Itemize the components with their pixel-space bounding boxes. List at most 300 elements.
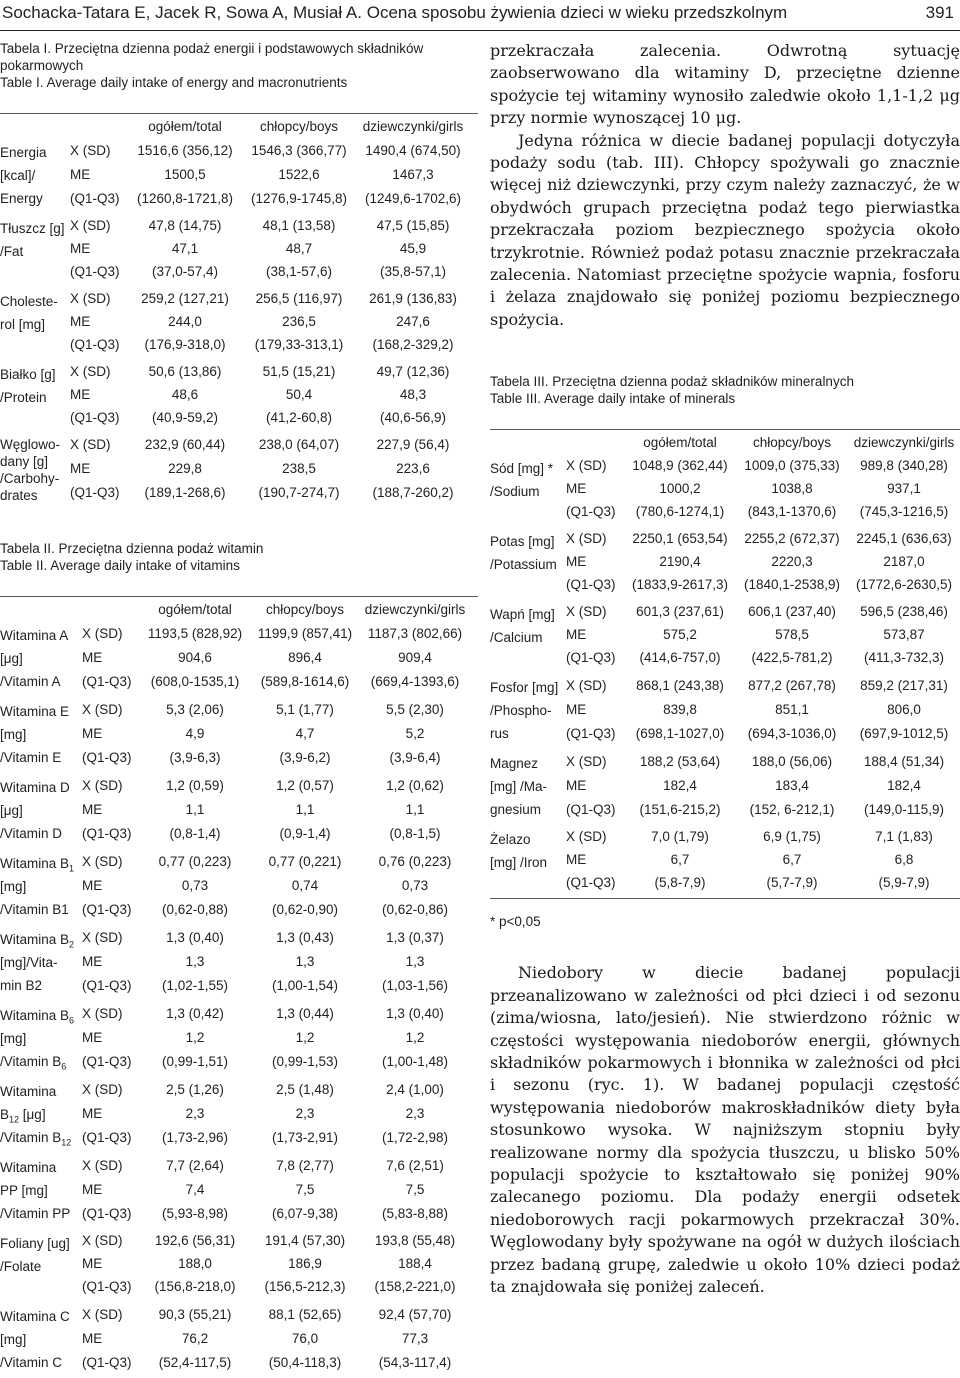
row-group-label xyxy=(0,1302,82,1374)
value-cell: (188,7-260,2) xyxy=(372,484,454,500)
stat-label: X (SD) xyxy=(70,142,111,158)
stat-label: (Q1-Q3) xyxy=(82,1354,132,1370)
group-spacer xyxy=(0,504,470,514)
stat-label: ME xyxy=(82,1181,103,1197)
label-text: [kcal]/ xyxy=(0,168,36,183)
label-line xyxy=(0,1232,82,1255)
stat-label: X (SD) xyxy=(82,1081,123,1097)
label-line xyxy=(0,799,82,822)
value-cell: 51,5 (15,21) xyxy=(262,364,336,379)
label-text: [mg] xyxy=(0,1031,27,1046)
value-cell: 1187,3 (802,66) xyxy=(367,625,463,641)
value-cell: (35,8-57,1) xyxy=(379,264,447,279)
table2-vitamins xyxy=(0,597,470,1378)
value-cell: 0,77 (0,223) xyxy=(158,853,232,869)
label-text: Żelazo xyxy=(490,832,531,848)
stat-label: (Q1-Q3) xyxy=(82,977,132,993)
value-cell: (152, 6-212,1) xyxy=(749,801,835,817)
row-group-label xyxy=(0,621,82,693)
value-cell: 7,7 (2,64) xyxy=(166,1157,224,1173)
value-cell: (158,2-221,0) xyxy=(374,1279,456,1294)
value-cell: 1,2 xyxy=(295,1029,315,1045)
stat-label: ME xyxy=(82,649,103,665)
value-cell: 256,5 (116,97) xyxy=(255,291,343,306)
label-line xyxy=(490,480,566,503)
label-text: gnesium xyxy=(490,802,542,818)
stat-label: X (SD) xyxy=(566,531,607,547)
value-cell: 2187,0 xyxy=(883,554,925,570)
stat-label: X (SD) xyxy=(82,1233,123,1248)
table-row xyxy=(0,1077,470,1101)
value-cell: 2250,1 (653,54) xyxy=(632,531,728,547)
label-line xyxy=(0,290,70,313)
label-text: [mg] xyxy=(0,1332,27,1347)
label-line xyxy=(0,1126,82,1149)
value-cell: 1546,3 (366,77) xyxy=(251,142,347,158)
label-line xyxy=(0,453,70,470)
value-cell: (1260,8-1721,8) xyxy=(136,190,234,206)
label-text: Energia xyxy=(0,145,47,160)
value-cell: (0,8-1,4) xyxy=(169,825,221,841)
label-text: Witamina B xyxy=(0,932,70,947)
table-row xyxy=(0,1302,470,1326)
stat-label: X (SD) xyxy=(566,604,607,620)
stat-label: (Q1-Q3) xyxy=(70,190,120,206)
value-cell: 48,7 xyxy=(285,241,313,256)
value-cell: 1467,3 xyxy=(392,166,434,182)
label-line xyxy=(0,1202,82,1225)
table-row xyxy=(0,457,470,481)
stat-label: (Q1-Q3) xyxy=(70,484,120,500)
stat-label: X (SD) xyxy=(566,829,607,845)
label-text: /Potassium xyxy=(490,557,557,573)
row-group-label xyxy=(490,600,566,669)
table-row xyxy=(0,186,470,210)
label-line xyxy=(0,313,70,336)
table-row xyxy=(0,383,470,406)
stat-label: X (SD) xyxy=(82,1157,123,1173)
table-row xyxy=(490,825,960,848)
value-cell: 1,3 (0,43) xyxy=(276,929,334,945)
table-row xyxy=(0,237,470,260)
stat-label: X (SD) xyxy=(70,437,111,453)
stat-label: (Q1-Q3) xyxy=(82,673,132,689)
label-line xyxy=(490,457,566,480)
table-header-row xyxy=(490,430,960,454)
label-line xyxy=(0,746,82,769)
value-cell: 1,2 xyxy=(405,1029,425,1045)
column-header: dziewczynki/girls xyxy=(364,601,466,617)
value-cell: 606,1 (237,40) xyxy=(748,604,836,620)
label-text: /Vitamin A xyxy=(0,674,61,689)
label-text: Witamina xyxy=(0,1084,57,1099)
value-cell: (1276,9-1745,8) xyxy=(250,190,348,206)
value-cell: 596,5 (238,46) xyxy=(860,604,948,620)
label-line xyxy=(0,240,70,263)
label-line xyxy=(490,851,566,874)
value-cell: 2,3 xyxy=(405,1105,425,1121)
label-subscript: 12 xyxy=(9,1114,20,1125)
header-blank xyxy=(566,430,624,454)
stat-label: (Q1-Q3) xyxy=(82,825,132,841)
label-line xyxy=(0,1050,82,1073)
value-cell: (37,0-57,4) xyxy=(151,264,219,279)
value-cell: 182,4 xyxy=(887,777,921,793)
value-cell: 2,3 xyxy=(185,1105,205,1121)
value-cell: 188,2 (53,64) xyxy=(639,753,721,769)
value-cell: 0,74 xyxy=(291,877,319,893)
value-cell: (694,3-1036,0) xyxy=(747,725,837,741)
label-text: /Vitamin PP xyxy=(0,1206,71,1221)
label-text: Witamina D xyxy=(0,780,70,795)
value-cell: (1,73-2,91) xyxy=(271,1129,339,1145)
value-cell: 1009,0 (375,33) xyxy=(744,458,840,474)
label-line xyxy=(0,875,82,898)
value-cell: (411,3-732,3) xyxy=(863,650,945,666)
label-text: Węglowo- xyxy=(0,437,61,452)
right-column xyxy=(490,40,960,1298)
label-line xyxy=(0,141,70,164)
value-cell: 1,3 (0,37) xyxy=(386,929,444,945)
stat-label: X (SD) xyxy=(82,1005,123,1021)
table2-caption-en: Table II. Average daily intake of vitamins xyxy=(0,558,240,573)
label-text: Sód [mg] * xyxy=(490,461,554,477)
value-cell: 909,4 xyxy=(398,649,432,665)
value-cell: 47,5 (15,85) xyxy=(376,218,450,233)
table-row xyxy=(0,138,470,162)
table-row xyxy=(490,527,960,550)
label-text: Magnez xyxy=(490,756,539,772)
page-number: 391 xyxy=(925,3,954,22)
stat-label: (Q1-Q3) xyxy=(82,1279,132,1294)
value-cell: 1,3 xyxy=(405,953,425,969)
label-line xyxy=(490,828,566,851)
table3-minerals xyxy=(490,430,960,898)
value-cell: 896,4 xyxy=(288,649,322,665)
label-subscript: 1 xyxy=(69,863,75,874)
value-cell: 7,1 (1,83) xyxy=(875,829,933,845)
header-rule xyxy=(0,30,960,31)
stat-label: X (SD) xyxy=(82,929,123,945)
value-cell: 49,7 (12,36) xyxy=(376,364,450,379)
value-cell: 48,3 xyxy=(399,387,427,402)
value-cell: (1,00-1,54) xyxy=(271,977,339,993)
value-cell: 48,6 xyxy=(171,387,199,402)
value-cell: (168,2-329,2) xyxy=(372,337,454,352)
value-cell: 1,3 (0,44) xyxy=(276,1005,334,1021)
stat-label: ME xyxy=(566,852,587,868)
stat-label: ME xyxy=(82,1256,103,1271)
value-cell: (0,62-0,90) xyxy=(271,901,339,917)
label-line xyxy=(0,1080,82,1103)
value-cell: 4,7 xyxy=(295,725,315,741)
column-header: ogółem/total xyxy=(158,601,232,617)
row-group-label xyxy=(0,360,70,429)
table-row xyxy=(0,621,470,645)
stat-label: ME xyxy=(82,1029,103,1045)
value-cell: 47,8 (14,75) xyxy=(148,218,222,233)
column-header: chłopcy/boys xyxy=(265,601,345,617)
label-text: Witamina B xyxy=(0,1008,70,1023)
value-cell: (1,03-1,56) xyxy=(381,977,449,993)
value-cell: 5,1 (1,77) xyxy=(276,701,334,717)
stat-label: ME xyxy=(70,460,91,476)
table-row xyxy=(0,260,470,283)
value-cell: (3,9-6,3) xyxy=(169,749,221,765)
label-text: B xyxy=(0,1107,10,1122)
value-cell: 904,6 xyxy=(178,649,212,665)
value-cell: 7,6 (2,51) xyxy=(386,1157,444,1173)
value-cell: 1522,6 xyxy=(278,166,320,182)
value-cell: 186,9 xyxy=(288,1256,322,1271)
value-cell: (0,62-0,88) xyxy=(161,901,229,917)
label-line xyxy=(0,1179,82,1202)
value-cell: (52,4-117,5) xyxy=(158,1354,232,1370)
table-row xyxy=(0,214,470,237)
stat-label: X (SD) xyxy=(82,625,123,641)
stat-label: X (SD) xyxy=(566,458,607,474)
label-text: [μg] xyxy=(19,1107,46,1122)
table1-macronutrients xyxy=(0,114,470,514)
stat-label: ME xyxy=(70,314,91,329)
stat-label: (Q1-Q3) xyxy=(566,504,616,520)
label-text: [μg] xyxy=(0,651,23,666)
value-cell: 188,4 (51,34) xyxy=(863,753,945,769)
stat-label: (Q1-Q3) xyxy=(566,650,616,666)
label-line xyxy=(0,624,82,647)
value-cell: 247,6 xyxy=(396,314,430,329)
table3-caption-pl: Tabela III. Przeciętna dzienna podaż składników mineralnych xyxy=(490,374,854,390)
value-cell: (151,6-215,2) xyxy=(639,801,721,817)
label-line xyxy=(490,626,566,649)
value-cell: 877,2 (267,78) xyxy=(748,677,836,693)
value-cell: 5,3 (2,06) xyxy=(166,701,224,717)
label-line xyxy=(490,530,566,553)
row-group-label xyxy=(0,773,82,845)
value-cell: (5,83-8,88) xyxy=(381,1205,449,1221)
label-line xyxy=(0,487,70,504)
label-text: min B2 xyxy=(0,978,43,993)
left-column xyxy=(0,40,478,1378)
label-line xyxy=(0,1255,82,1278)
value-cell: 5,5 (2,30) xyxy=(386,701,444,717)
column-header: chłopcy/boys xyxy=(752,434,832,450)
value-cell: 6,9 (1,75) xyxy=(763,829,821,845)
value-cell: 2190,4 xyxy=(659,554,701,570)
paragraph-vitamin-d: przekraczała zalecenia. Odwrotną sytuację zaobserwowano dla witaminy D, przeciętne dzienne spożycie tej witaminy wynosiło zaledwie około 1,1-1,2 μg przy normie wynoszącej 10 μg. xyxy=(490,41,960,128)
row-group-label xyxy=(0,1001,82,1073)
value-cell: (589,8-1614,6) xyxy=(260,673,350,689)
stat-label: (Q1-Q3) xyxy=(70,264,120,279)
value-cell: (156,8-218,0) xyxy=(154,1279,236,1294)
label-text: Potas [mg] xyxy=(490,534,555,550)
label-text: [mg] /Iron xyxy=(490,855,548,871)
value-cell: 1,1 xyxy=(405,801,425,817)
label-text: rol [mg] xyxy=(0,317,46,332)
value-cell: (780,6-1274,1) xyxy=(635,504,725,520)
label-text: Witamina A xyxy=(0,628,69,643)
stat-label: (Q1-Q3) xyxy=(82,749,132,765)
value-cell: 1516,6 (356,12) xyxy=(137,142,233,158)
table-header-row xyxy=(0,597,470,621)
value-cell: 7,4 xyxy=(185,1181,205,1197)
value-cell: (5,8-7,9) xyxy=(654,875,706,891)
value-cell: 188,0 xyxy=(178,1256,212,1271)
label-line xyxy=(0,470,70,487)
label-subscript: 6 xyxy=(61,1061,67,1072)
value-cell: 45,9 xyxy=(399,241,427,256)
label-text: /Phospho- xyxy=(490,703,552,719)
table-row xyxy=(490,600,960,623)
stat-label: X (SD) xyxy=(82,1306,123,1322)
table-row xyxy=(0,333,470,356)
stat-label: ME xyxy=(566,481,587,497)
stat-label: ME xyxy=(70,387,91,402)
label-line xyxy=(0,1351,82,1374)
table-row xyxy=(0,433,470,457)
value-cell: 2,3 xyxy=(295,1105,315,1121)
table-row xyxy=(0,310,470,333)
value-cell: (1840,1-2538,9) xyxy=(743,577,841,593)
row-group-label xyxy=(490,454,566,523)
value-cell: 1490,4 (674,50) xyxy=(365,142,461,158)
value-cell: 1,1 xyxy=(295,801,315,817)
table-row xyxy=(0,162,470,186)
label-text: /Vitamin B xyxy=(0,1054,62,1069)
value-cell: (3,9-6,2) xyxy=(279,749,331,765)
label-line xyxy=(0,670,82,693)
value-cell: 937,1 xyxy=(887,481,921,497)
label-text: dany [g] xyxy=(0,454,49,469)
label-line xyxy=(490,699,566,722)
value-cell: 227,9 (56,4) xyxy=(376,437,450,453)
table-row xyxy=(0,925,470,949)
label-text: /Protein xyxy=(0,390,47,405)
value-cell: 50,6 (13,86) xyxy=(148,364,222,379)
value-cell: (697,9-1012,5) xyxy=(859,725,949,741)
header-blank xyxy=(0,114,70,138)
label-line xyxy=(0,852,82,875)
label-text: PP [mg] xyxy=(0,1183,48,1198)
value-cell: 6,7 xyxy=(670,852,690,868)
label-line xyxy=(0,187,70,210)
column-header: ogółem/total xyxy=(643,434,717,450)
running-header xyxy=(0,0,960,30)
table-row xyxy=(0,1229,470,1252)
value-cell: 6,8 xyxy=(894,852,914,868)
column-header: ogółem/total xyxy=(148,118,222,134)
label-subscript: 6 xyxy=(69,1015,75,1026)
value-cell: 193,8 (55,48) xyxy=(374,1233,456,1248)
table1-caption-pl: Tabela I. Przeciętna dzienna podaż energii i podstawowych składników pokarmowych xyxy=(0,41,424,73)
label-subscript: 12 xyxy=(61,1137,72,1148)
value-cell: 76,2 xyxy=(181,1330,209,1346)
value-cell: (50,4-118,3) xyxy=(268,1354,342,1370)
value-cell: (5,93-8,98) xyxy=(161,1205,229,1221)
label-text: /Calcium xyxy=(490,630,543,646)
value-cell: (608,0-1535,1) xyxy=(150,673,240,689)
value-cell: (40,9-59,2) xyxy=(151,410,219,425)
label-text: /Vitamin D xyxy=(0,826,63,841)
label-line xyxy=(0,1328,82,1351)
row-group-label xyxy=(0,138,70,210)
label-text: Tłuszcz [g] xyxy=(0,221,65,236)
header-blank xyxy=(0,597,82,621)
table-row xyxy=(0,287,470,310)
value-cell: 238,0 (64,07) xyxy=(258,437,340,453)
label-line xyxy=(490,553,566,576)
value-cell: 261,9 (136,83) xyxy=(369,291,457,306)
header-blank xyxy=(70,114,128,138)
stat-label: X (SD) xyxy=(566,753,607,769)
value-cell: 229,8 xyxy=(168,460,202,476)
value-cell: 192,6 (56,31) xyxy=(154,1233,236,1248)
label-text: Białko [g] xyxy=(0,367,56,382)
paragraph-deficiencies: Niedobory w diecie badanej populacji przeanalizowano w zależności od płci dzieci i od sezonu (zima/wiosna, lato/jesień). Nie stwierdzono różnic w częstości występowania niedoborów energii, głównych składników pokarmowych i błonnika w zależności od płci i sezonu (ryc. 1). W badanej populacji częstość występowania niedoborów makroskładników diety była stosunkowo wysoka. W najniższym stopniu były realizowane normy dla spożycia tłuszczu, u blisko 50% populacji spożycie to kształtowało się poniżej 90% zalecanego poziomu. Dla podaży energii odsetek niedoborowych racji pokarmowych przekraczał 30%. Węglowodany były spożywane na ogół w dużych ilościach przez badaną grupę, zaledwie u około 10% dzieci podaż ta znajdowała się poniżej zaleceń. xyxy=(490,963,960,1296)
label-line xyxy=(0,647,82,670)
label-text: [mg] xyxy=(0,727,27,742)
label-line xyxy=(490,775,566,798)
value-cell: (0,99-1,53) xyxy=(271,1053,339,1069)
label-line xyxy=(0,1103,82,1126)
value-cell: 1,3 (0,40) xyxy=(386,1005,444,1021)
value-cell: (0,9-1,4) xyxy=(279,825,331,841)
value-cell: 47,1 xyxy=(171,241,199,256)
value-cell: (176,9-318,0) xyxy=(144,337,226,352)
value-cell: 1048,9 (362,44) xyxy=(632,458,728,474)
value-cell: (179,33-313,1) xyxy=(254,337,344,352)
value-cell: 1193,5 (828,92) xyxy=(147,625,243,641)
stat-label: X (SD) xyxy=(70,291,111,306)
value-cell: 259,2 (127,21) xyxy=(141,291,229,306)
value-cell: 839,8 xyxy=(663,701,697,717)
label-text: /Vitamin C xyxy=(0,1355,63,1370)
label-line xyxy=(0,822,82,845)
value-cell: 1,2 (0,62) xyxy=(386,777,444,793)
table-row xyxy=(0,697,470,721)
stat-label: ME xyxy=(82,953,103,969)
label-text: Witamina xyxy=(0,1160,57,1175)
value-cell: 573,87 xyxy=(883,627,925,643)
value-cell: 7,0 (1,79) xyxy=(651,829,709,845)
value-cell: 1038,8 xyxy=(771,481,813,497)
value-cell: 2220,3 xyxy=(771,554,813,570)
stat-label: ME xyxy=(566,777,587,793)
value-cell: (1,02-1,55) xyxy=(161,977,229,993)
row-group-label xyxy=(0,1077,82,1149)
value-cell: 50,4 xyxy=(285,387,313,402)
row-group-label xyxy=(0,214,70,283)
value-cell: 1000,2 xyxy=(659,481,701,497)
value-cell: (1,72-2,98) xyxy=(381,1129,449,1145)
value-cell: (6,07-9,38) xyxy=(271,1205,339,1221)
stat-label: ME xyxy=(82,877,103,893)
stat-label: (Q1-Q3) xyxy=(82,1129,132,1145)
stat-label: (Q1-Q3) xyxy=(82,1053,132,1069)
label-text: Witamina C xyxy=(0,1309,70,1324)
value-cell: (156,5-212,3) xyxy=(264,1279,346,1294)
label-line xyxy=(490,798,566,821)
value-cell: 0,73 xyxy=(181,877,209,893)
value-cell: 2,5 (1,48) xyxy=(276,1081,334,1097)
value-cell: (54,3-117,4) xyxy=(378,1354,452,1370)
row-group-label xyxy=(490,527,566,596)
header-authors-title: Sochacka-Tatara E, Jacek R, Sowa A, Musiał A. Ocena sposobu żywienia dzieci w wieku przedszkolnym xyxy=(2,3,788,22)
label-line xyxy=(0,386,70,409)
table-row xyxy=(0,849,470,873)
stat-label: (Q1-Q3) xyxy=(566,801,616,817)
row-group-label xyxy=(0,287,70,356)
